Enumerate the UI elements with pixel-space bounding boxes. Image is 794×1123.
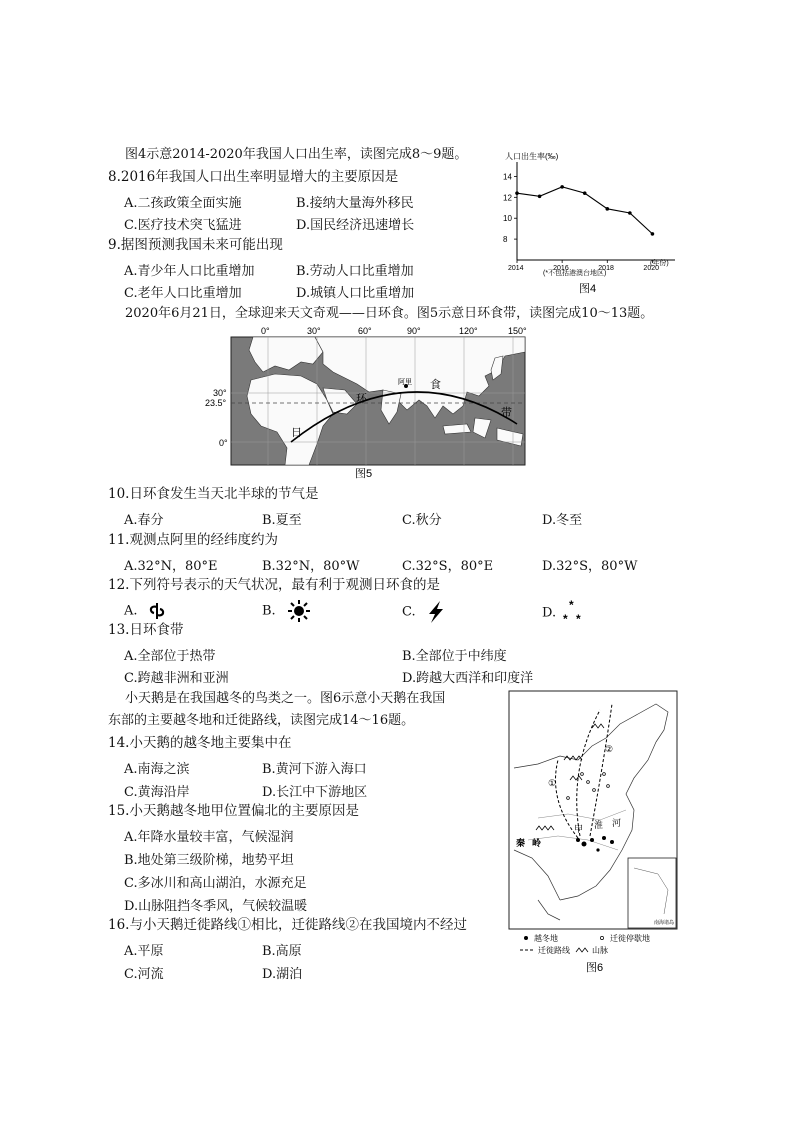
lat-0: 0° — [219, 438, 228, 448]
figure-4-chart — [495, 148, 695, 298]
q12-option-b-label: B. — [262, 603, 276, 619]
sunny-icon — [286, 600, 312, 622]
route-2-mark: ② — [605, 744, 614, 754]
q10-option-b[interactable]: B.夏至 — [262, 513, 302, 528]
fig4-data-point-2015 — [538, 194, 542, 198]
band-char-dai: 带 — [501, 407, 512, 419]
label-huai: 淮 — [594, 820, 604, 830]
legend-stopover-icon — [600, 936, 603, 939]
fig4-data-point-2020 — [651, 232, 655, 236]
fig4-data-point-2014 — [515, 191, 519, 195]
q11-option-b[interactable]: B.32°N，80°W — [262, 559, 360, 574]
intro-fig5: 2020年6月21日，全球迎来天文奇观——日环食。图5示意日环食带，读图完成10～13题。 — [125, 306, 654, 321]
label-ali: 阿里 — [398, 379, 412, 386]
band-char-ri: 日 — [291, 427, 302, 439]
fig4-xtick-label: 2018 — [598, 265, 614, 272]
band-char-shi: 食 — [430, 379, 441, 391]
fig6-caption: 图6 — [586, 962, 604, 974]
fig4-data-point-2016 — [560, 185, 564, 189]
fig4-ytick-label: 12 — [503, 193, 512, 203]
q10-stem: 10.日环食发生当天北半球的节气是 — [108, 486, 319, 502]
lightning-icon — [424, 600, 448, 624]
fig4-note: (*不包括港澳台地区) — [543, 270, 607, 277]
lon-120: 120° — [459, 326, 478, 336]
q9-option-b[interactable]: B.劳动人口比重增加 — [296, 264, 414, 279]
fig4-ytick-label: 10 — [503, 214, 512, 224]
q8-stem: 8.2016年我国人口出生率明显增大的主要原因是 — [108, 169, 399, 185]
intro-fig6-line1: 小天鹅是在我国越冬的鸟类之一。图6示意小天鹅在我国 — [125, 691, 446, 706]
q16-option-b[interactable]: B.高原 — [262, 944, 302, 959]
q12-option-a-label: A. — [124, 603, 138, 619]
legend-mountain-icon — [576, 948, 588, 952]
lon-0: 0° — [261, 326, 270, 336]
q16-stem: 16.与小天鹅迁徙路线①相比，迁徙路线②在我国境内不经过 — [108, 917, 467, 933]
q10-option-c[interactable]: C.秋分 — [402, 513, 442, 528]
q8-option-d[interactable]: D.国民经济迅速增长 — [296, 218, 415, 233]
fig4-data-point-2019 — [628, 211, 632, 215]
q13-option-a[interactable]: A.全部位于热带 — [124, 649, 216, 664]
fig4-xtick-label: 2014 — [508, 265, 524, 272]
q13-stem: 13.日环食带 — [108, 622, 184, 638]
legend-wintering: 越冬地 — [534, 934, 558, 943]
fig4-ytick-label: 14 — [503, 172, 512, 182]
lat-23-5: 23.5° — [205, 398, 227, 408]
q13-option-c[interactable]: C.跨越非洲和亚洲 — [124, 671, 229, 686]
typhoon-icon — [146, 600, 168, 622]
q8-option-c[interactable]: C.医疗技术突飞猛进 — [124, 218, 242, 233]
label-qin: 秦 — [516, 838, 526, 848]
q11-option-a[interactable]: A.32°N，80°E — [124, 559, 218, 574]
q12-option-a[interactable] — [124, 600, 168, 622]
q16-option-d[interactable]: D.湖泊 — [262, 967, 303, 982]
q8-option-a[interactable]: A.二孩政策全面实施 — [124, 196, 242, 211]
svg-text:*: * — [576, 612, 581, 626]
fig4-caption: 图4 — [579, 283, 597, 295]
intro-fig6-line2: 东部的主要越冬地和迁徙路线，读图完成14～16题。 — [108, 713, 415, 728]
q13-option-b[interactable]: B.全部位于中纬度 — [402, 649, 507, 664]
fig4-xtick-label: 2016 — [553, 265, 569, 272]
label-ling: 岭 — [532, 838, 542, 848]
q11-stem: 11.观测点阿里的经纬度约为 — [108, 532, 278, 548]
fig4-ytick-label: 8 — [503, 235, 508, 245]
legend-stopover: 迁徙停歇地 — [610, 934, 650, 943]
legend-route: 迁徙路线 — [538, 946, 570, 955]
fig4-ylabel: 人口出生率(‰) — [505, 152, 559, 161]
label-he: 河 — [612, 818, 622, 828]
q16-option-a[interactable]: A.平原 — [124, 944, 164, 959]
legend-wintering-icon — [524, 936, 528, 940]
q9-option-d[interactable]: D.城镇人口比重增加 — [296, 286, 415, 301]
q12-option-d[interactable] — [542, 600, 588, 626]
lon-60: 60° — [358, 326, 372, 336]
q14-option-a[interactable]: A.南海之滨 — [124, 762, 190, 777]
q15-option-b[interactable]: B.地处第三级阶梯，地势平坦 — [124, 853, 294, 868]
q8-option-b[interactable]: B.接纳大量海外移民 — [296, 196, 414, 211]
q13-option-d[interactable]: D.跨越大西洋和印度洋 — [402, 671, 534, 686]
fig4-data-point-2017 — [583, 191, 587, 195]
q12-option-d-label: D. — [542, 605, 557, 621]
q15-stem: 15.小天鹅越冬地甲位置偏北的主要原因是 — [108, 803, 359, 819]
q11-option-c[interactable]: C.32°S，80°E — [402, 559, 494, 574]
label-jia: 甲 — [574, 824, 584, 834]
inset-label: 南海诸岛 — [654, 920, 675, 926]
svg-text:*: * — [563, 612, 568, 626]
band-char-huan: 环 — [356, 393, 367, 405]
route-1-mark: ① — [548, 778, 557, 788]
q15-option-d[interactable]: D.山脉阻挡冬季风，气候较温暖 — [124, 899, 308, 914]
q14-option-b[interactable]: B.黄河下游入海口 — [262, 762, 367, 777]
q10-option-a[interactable]: A.春分 — [124, 513, 164, 528]
q9-option-a[interactable]: A.青少年人口比重增加 — [124, 264, 255, 279]
q14-option-c[interactable]: C.黄海沿岸 — [124, 785, 190, 800]
q9-stem: 9.据图预测我国未来可能出现 — [108, 237, 283, 253]
lat-30: 30° — [213, 388, 227, 398]
q12-option-b[interactable] — [262, 600, 312, 622]
q14-stem: 14.小天鹅的越冬地主要集中在 — [108, 735, 292, 751]
q16-option-c[interactable]: C.河流 — [124, 967, 164, 982]
q11-option-d[interactable]: D.32°S，80°W — [542, 559, 638, 574]
fig4-data-point-2018 — [605, 207, 609, 211]
lon-150: 150° — [508, 326, 527, 336]
intro-fig4: 图4示意2014-2020年我国人口出生率，读图完成8～9题。 — [125, 147, 468, 162]
legend-mountain: 山脉 — [592, 946, 608, 955]
svg-text:*: * — [569, 600, 574, 612]
snow-icon — [562, 600, 588, 626]
lon-30: 30° — [307, 326, 321, 336]
lon-90: 90° — [407, 326, 421, 336]
figure-5-map — [205, 322, 540, 482]
figure-6-map — [508, 690, 680, 980]
fig4-axes — [517, 162, 675, 260]
fig5-caption: 图5 — [355, 468, 373, 480]
q12-option-c[interactable] — [402, 600, 448, 624]
q9-option-c[interactable]: C.老年人口比重增加 — [124, 286, 242, 301]
fig4-xunit: (年份) — [650, 260, 669, 267]
q15-option-c[interactable]: C.多冰川和高山湖泊，水源充足 — [124, 876, 307, 891]
q12-stem: 12.下列符号表示的天气状况，最有利于观测日环食的是 — [108, 577, 440, 593]
q12-option-c-label: C. — [402, 604, 416, 620]
q15-option-a[interactable]: A.年降水量较丰富，气候湿润 — [124, 830, 294, 845]
fig4-xtick-label: 2020 — [643, 265, 660, 272]
q14-option-d[interactable]: D.长江中下游地区 — [262, 785, 368, 800]
q10-option-d[interactable]: D.冬至 — [542, 513, 583, 528]
